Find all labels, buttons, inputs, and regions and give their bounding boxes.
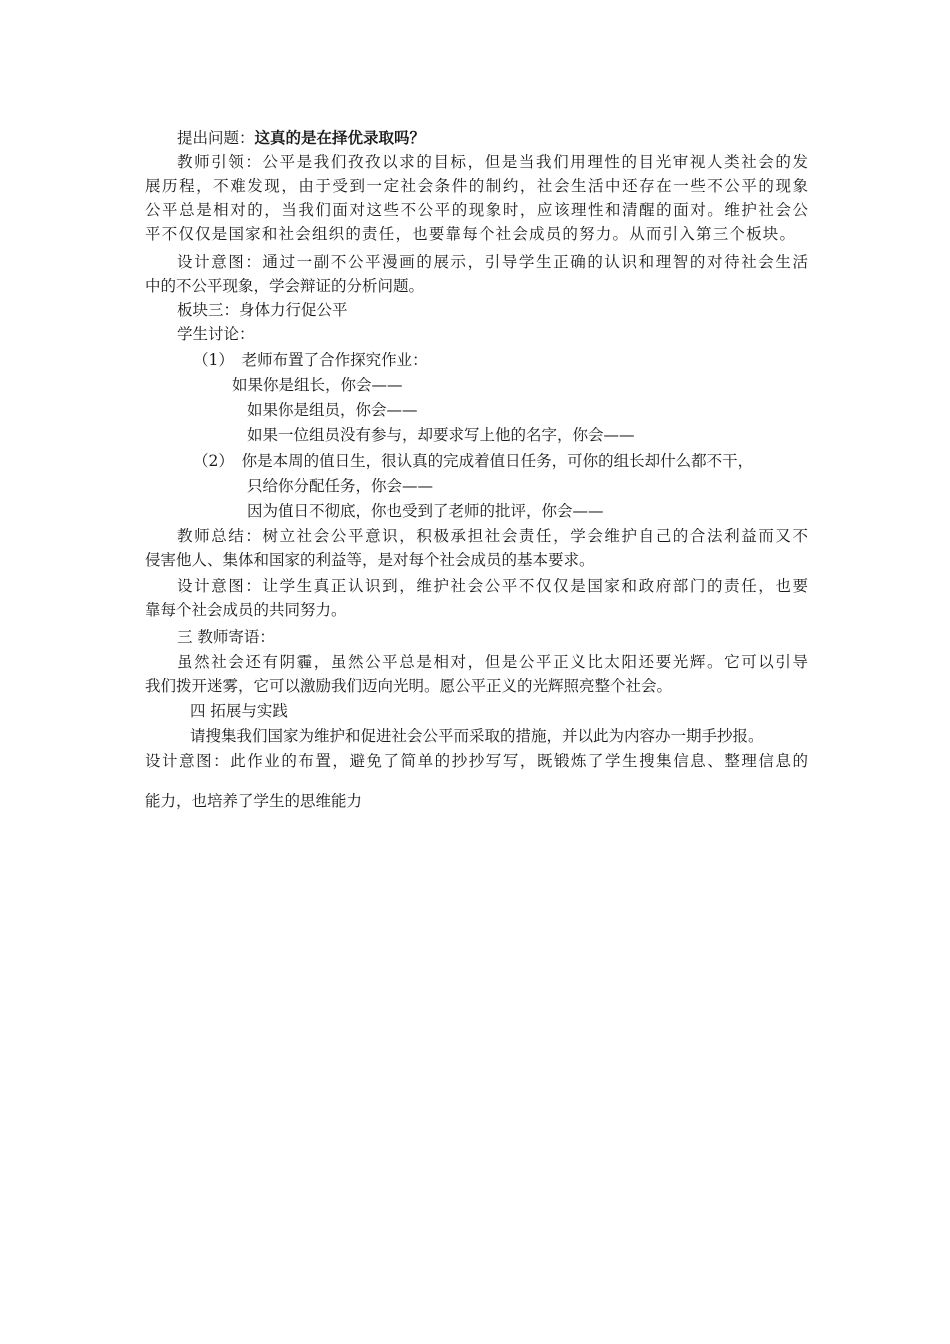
paragraph-line: 请搜集我们国家为维护和促进社会公平而采取的措施，并以此为内容办一期手抄报。 [190,727,764,745]
section-heading: 板块三：身体力行促公平 [177,301,348,319]
list-item: （2） 你是本周的值日生，很认真的完成着值日任务，可你的组长却什么都不干， [193,452,754,470]
question-text: 这真的是在择优录取吗？ [254,128,426,147]
paragraph-line: 侵害他人、集体和国家的利益等，是对每个社会成员的基本要求。 [145,551,595,569]
paragraph-line: 能力，也培养了学生的思维能力 [145,792,363,810]
section-heading: 三 教师寄语： [177,628,275,646]
paragraph-line: 展历程，不难发现，由于受到一定社会条件的制约，社会生活中还存在一些不公平的现象 [145,177,808,195]
paragraph-line: 虽然社会还有阴霾，虽然公平总是相对，但是公平正义比太阳还要光辉。它可以引导 [177,653,808,671]
list-item: 只给你分配任务，你会—— [247,477,434,495]
paragraph-line: 教师总结：树立社会公平意识，积极承担社会责任，学会维护自己的合法利益而又不 [177,527,808,545]
paragraph-line: 教师引领：公平是我们孜孜以求的目标，但是当我们用理性的目光审视人类社会的发 [177,153,808,171]
list-item: 如果一位组员没有参与，却要求写上他的名字，你会—— [247,426,635,444]
paragraph-line: 设计意图：让学生真正认识到，维护社会公平不仅仅是国家和政府部门的责任，也要 [177,577,808,595]
paragraph-line: 我们拨开迷雾，它可以激励我们迈向光明。愿公平正义的光辉照亮整个社会。 [145,677,673,695]
paragraph-line: 设计意图：通过一副不公平漫画的展示，引导学生正确的认识和理智的对待社会生活 [177,253,808,271]
paragraph-line: 设计意图：此作业的布置，避免了简单的抄抄写写，既锻炼了学生搜集信息、整理信息的 [145,752,808,770]
paragraph-line: 靠每个社会成员的共同努力。 [145,601,347,619]
list-item: 如果你是组长，你会—— [232,376,403,394]
list-item: （1） 老师布置了合作探究作业： [193,351,428,369]
question-label: 提出问题： [177,129,255,147]
section-heading: 四 拓展与实践 [190,702,288,720]
paragraph-line: 学生讨论： [177,325,255,343]
paragraph-line: 中的不公平现象，学会辩证的分析问题。 [145,277,425,295]
question-line [177,126,425,150]
paragraph-line: 公平总是相对的，当我们面对这些不公平的现象时，应该理性和清醒的面对。维护社会公 [145,201,808,219]
paragraph-line: 平不仅仅是国家和社会组织的责任，也要靠每个社会成员的努力。从而引入第三个板块。 [145,225,795,243]
list-item: 因为值日不彻底，你也受到了老师的批评，你会—— [247,502,604,520]
list-item: 如果你是组员，你会—— [247,401,418,419]
